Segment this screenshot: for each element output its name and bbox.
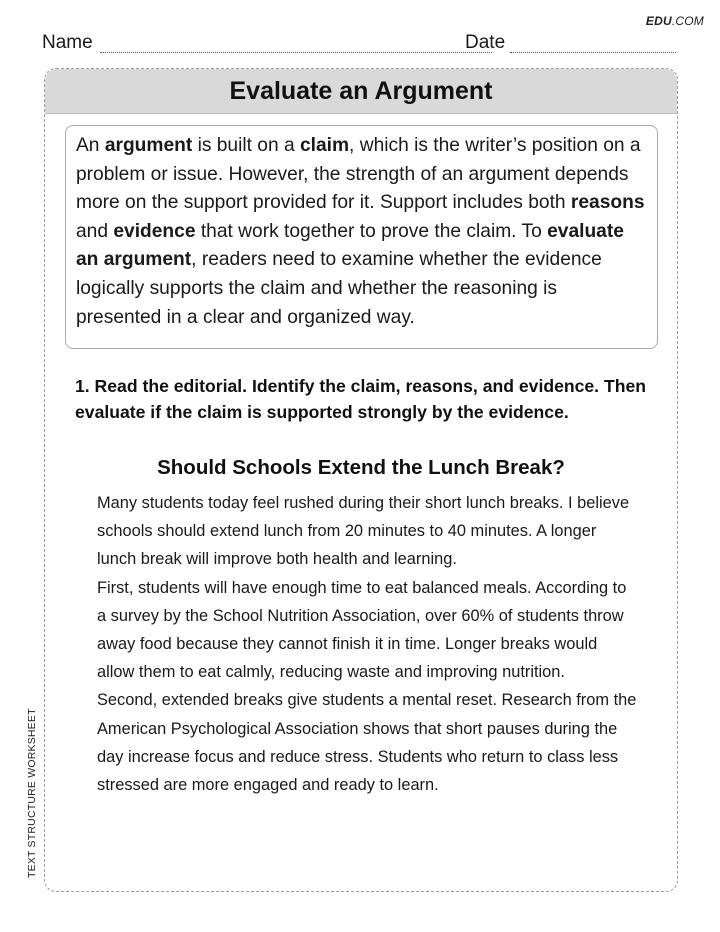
intro-text: , which is the writer’s position on a problem or issue. However, the strength of an argument depends more on the support provided for it. Support includes both [76,135,641,214]
editorial-body [97,489,637,799]
intro-text: and [76,220,114,242]
question-1: 1. Read the editorial. Identify the claim, reasons, and evidence. Then evaluate if the claim is supported strongly by the evidence. [75,376,646,422]
intro-text: , readers need to examine whether the evidence logically supports the claim and whether the reasoning is presented in a clear and organized way. [76,249,602,328]
intro-text: that work together to prove the claim. To [195,220,548,242]
name-label: Name [42,32,93,53]
term-evidence: evidence [113,220,196,242]
term-claim: claim [299,135,350,156]
worksheet-title: Evaluate an Argument [45,69,677,114]
brand-logo: EDU.COM [645,14,704,28]
side-label: TEXT STRUCTURE WORKSHEET [26,708,38,878]
date-line [510,52,676,53]
term-evaluate: evaluate an argument [76,220,624,271]
date-label: Date [465,32,506,53]
editorial-title: Should Schools Extend the Lunch Break? [157,456,565,479]
worksheet-panel [44,68,678,892]
editorial-paragraph: Many students today feel rushed during their short lunch breaks. I believe schools should extend lunch from 20 minutes to 40 minutes. A longer lunch break will improve both health and learning. [97,494,630,569]
intro-text: An [76,135,105,156]
intro-text: is built on a [192,135,300,156]
term-argument: argument [104,135,193,156]
editorial-paragraph: First, students will have enough time to eat balanced meals. According to a survey by the School Nutrition Association, over 60% of students throw away food because they cannot finish it in time. Longer breaks would allow them to eat calmly, reducing waste and improving nutrition. [97,578,627,682]
editorial-paragraph: Second, extended breaks give students a mental reset. Research from the American Psychological Association shows that short pauses during the day increase focus and reduce stress. Students who return to class less stressed are more engaged and ready to learn. [97,691,637,795]
intro-box [65,125,658,349]
term-reasons: reasons [570,192,645,214]
name-line [100,52,492,53]
name-date-row [42,32,676,56]
